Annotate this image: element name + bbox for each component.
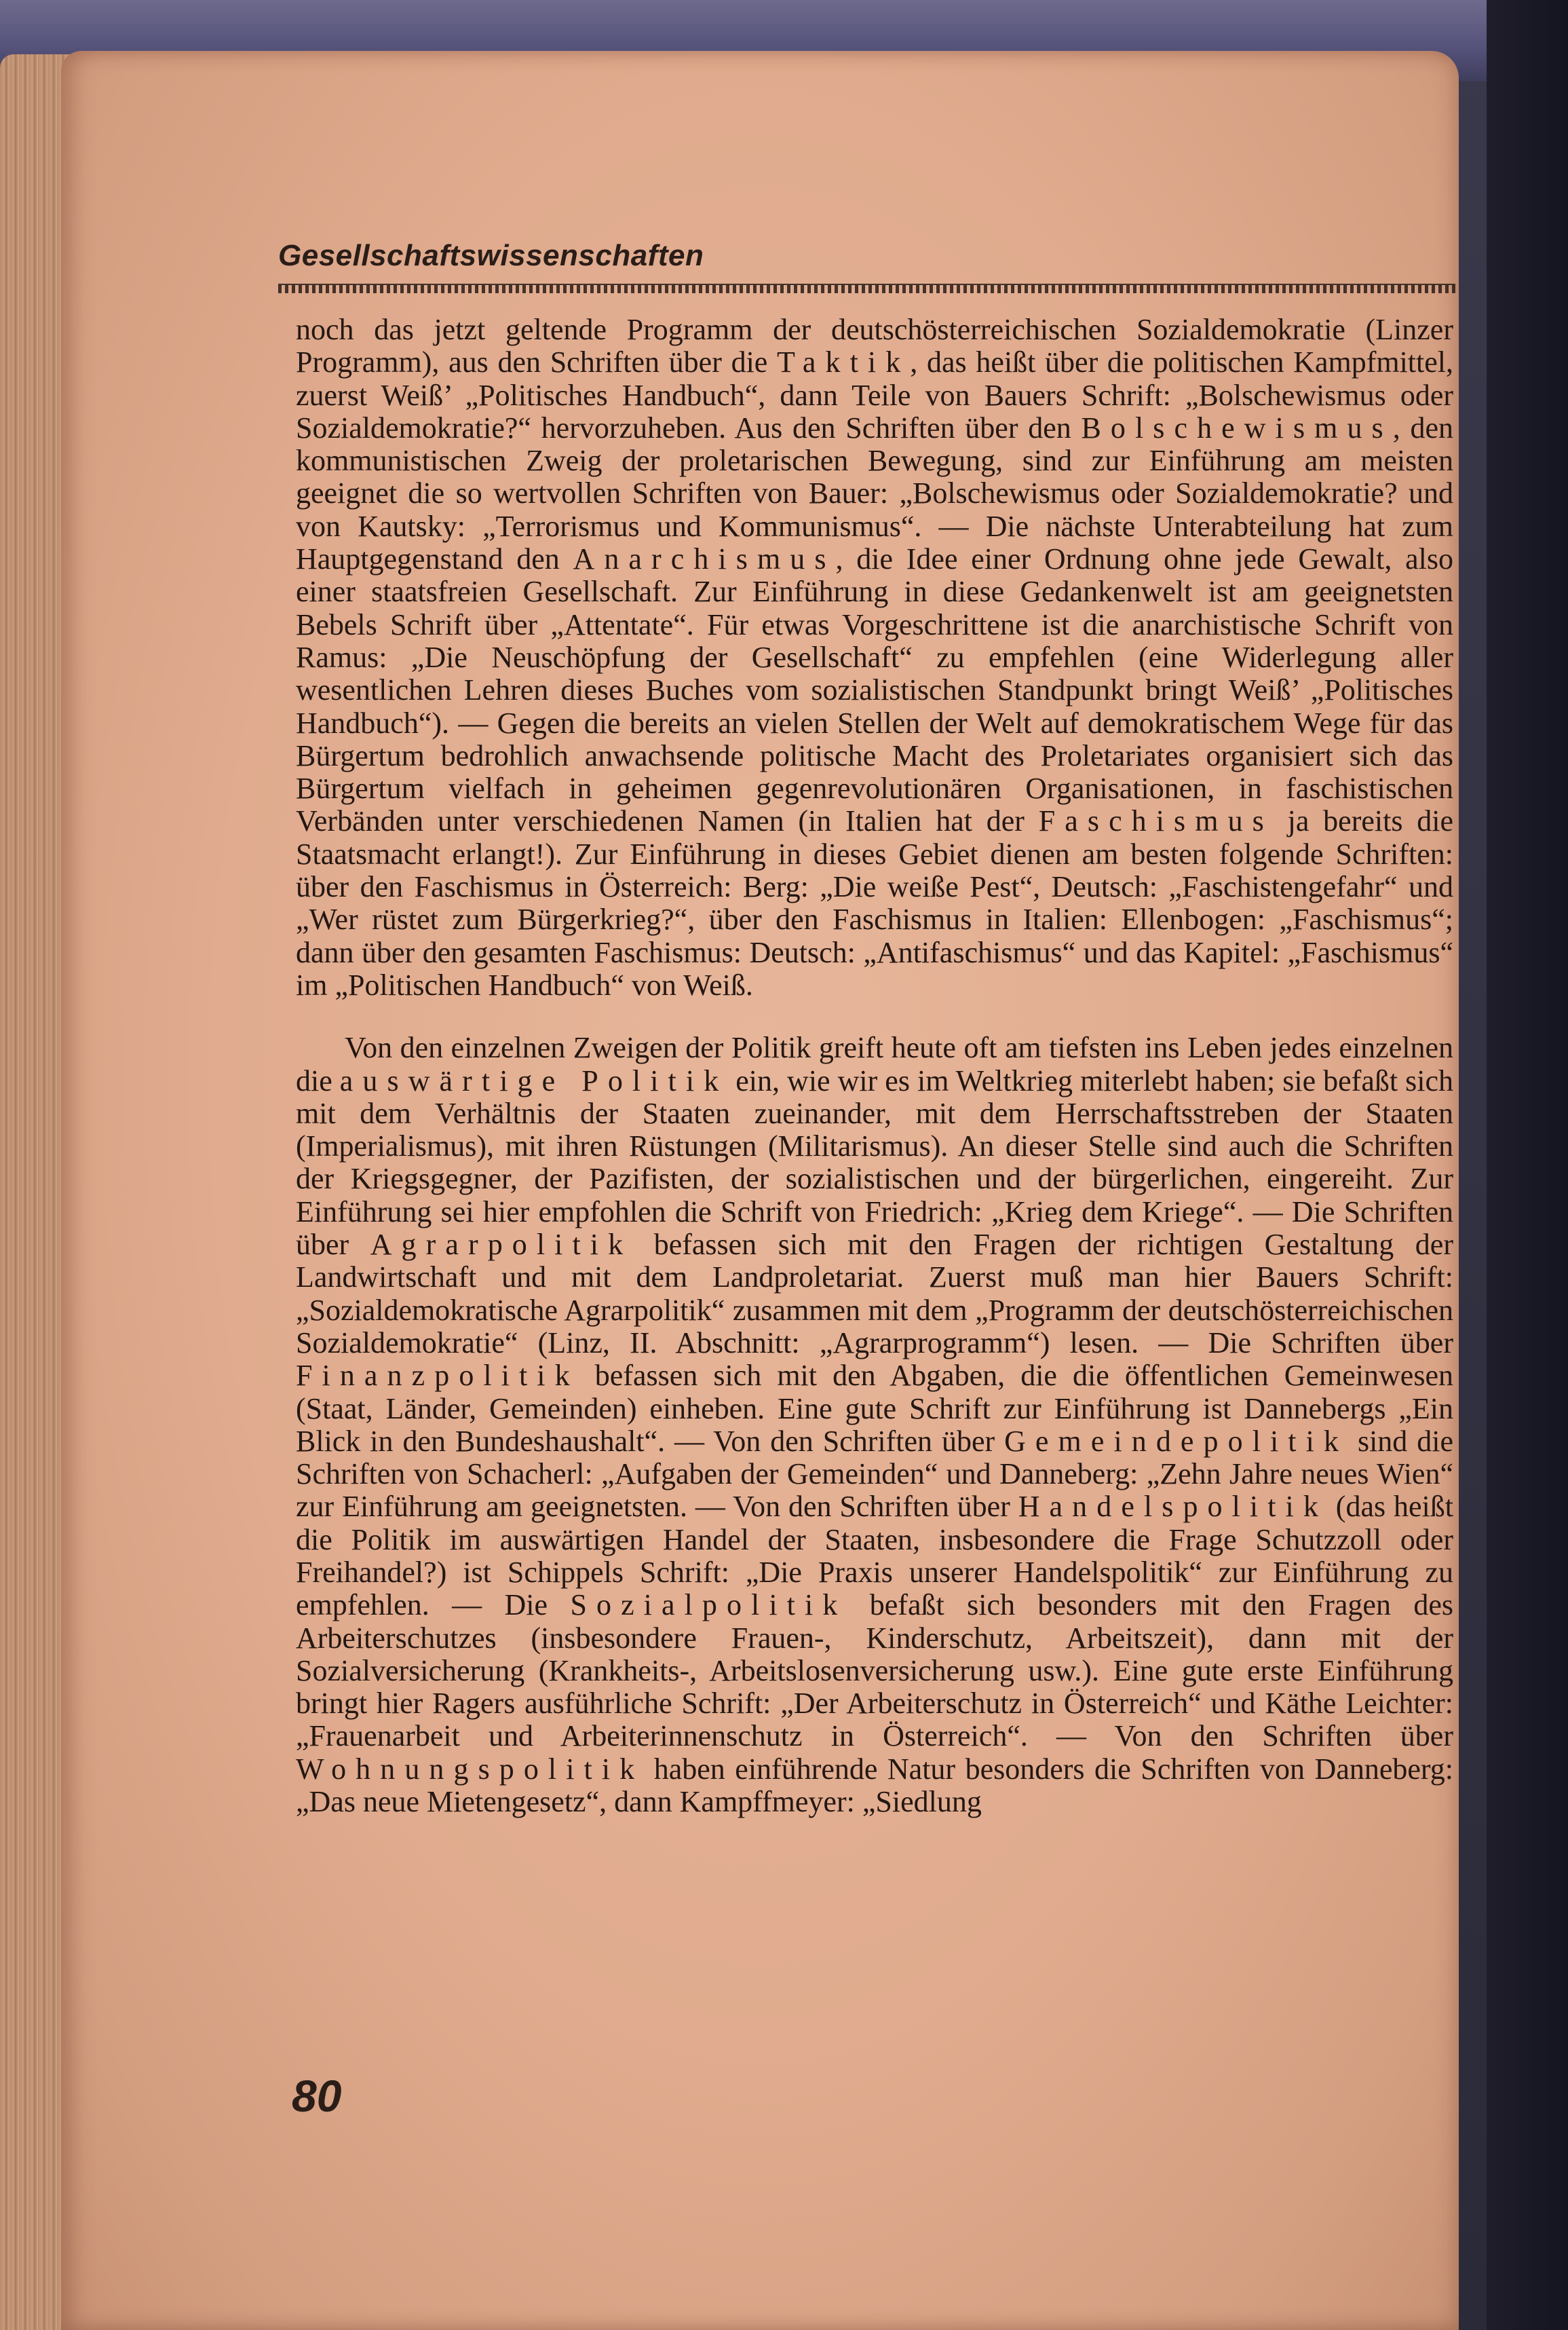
running-header: Gesellschaftswissenschaften [278, 239, 704, 272]
page-number: 80 [292, 2071, 342, 2121]
text-run: , die Idee einer Ordnung ohne jede Gewalt, also einer staatsfreien Gesellschaft. Zur Einführung in diese Gedankenwelt ist am geeignetsten Bebels Schrift über „Attentate“. Für etwas Vorgeschrittene ist die anarchistische Schrift von Ramus: „Die Neuschöpfung der Gesellschaft“ zu empfehlen (eine Widerlegung aller wesentlichen Lehren dieses Buches vom sozialistischen Standpunkt bringt Weiß’ „Politisches Handbuch“). — Gegen die bereits an vielen Stellen der Welt auf demokratischem Wege für das Bürgertum bedrohlich anwachsende politische Macht des Proletariates organisiert sich das Bürgertum vielfach in geheimen gegenrevolutionären Organisationen, in faschistischen Verbänden unter verschiedenen Namen (in Italien hat der [296, 542, 1453, 838]
paragraph [296, 314, 1453, 1002]
emphasized-term: Finanzpolitik [296, 1359, 579, 1393]
paragraph [296, 1032, 1453, 1818]
text-run: sind die Schriften von Schacherl: „Aufgaben der Gemeinden“ und Danneberg: „Zehn Jahre neues Wien“ zur Einführung am geeignetsten. — Von den Schriften über [296, 1424, 1453, 1524]
emphasized-term: Bolschewismus [1081, 411, 1393, 445]
emphasized-term: Handelspolitik [1018, 1490, 1328, 1524]
emphasized-term: Sozialpolitik [570, 1588, 847, 1622]
emphasized-term: Anarchismus [573, 542, 836, 576]
text-run: haben einführende Natur besonders die Schriften von Danneberg: „Das neue Mietengesetz“, dann Kampffmeyer: „Siedlung [296, 1752, 1453, 1819]
emphasized-term: auswärtige Politik [339, 1064, 729, 1097]
text-run: befassen sich mit den Abgaben, die die öffentlichen Gemeinwesen (Staat, Länder, Gemeinden) einheben. Eine gute Schrift zur Einführung ist Dannebergs „Ein Blick in den Bundeshaushalt“. — Von den Schriften über [296, 1359, 1453, 1458]
emphasized-term: Taktik [777, 345, 911, 379]
text-run: ein, wie wir es im Weltkrieg miterlebt haben; sie befaßt sich mit dem Verhältnis der Staaten zueinander, mit dem Herrschaftsstreben der Staaten (Imperialismus), mit ihren Rüstungen (Militarismus). An dieser Stelle sind auch die Schriften der Kriegsgegner, der Pazifisten, der sozialistischen und der bürgerlichen, eingereiht. Zur Einführung sei hier empfohlen die Schrift von Friedrich: „Krieg dem Kriege“. — Die Schriften über [296, 1064, 1453, 1262]
text-run: befassen sich mit den Fragen der richtigen Gestaltung der Landwirtschaft und mit dem Landproletariat. Zuerst muß man hier Bauers Schrift: „Sozialdemokratische Agrarpolitik“ zusammen mit dem „Programm der deutschösterreichischen Sozialdemokratie“ (Linz, II. Abschnitt: „Agrarprogramm“) lesen. — Die Schriften über [296, 1228, 1453, 1359]
book-cover-right [1487, 0, 1568, 2330]
emphasized-term: Agrarpolitik [370, 1228, 633, 1262]
text-run: (das heißt die Politik im auswärtigen Handel der Staaten, insbesondere die Frage Schutzzoll oder Freihandel?) ist Schippels Schrift: „Die Praxis unserer Handelspolitik“ zur Einführung zu empfehlen. — Die [296, 1490, 1453, 1622]
text-run: , den kommunistischen Zweig der proletarischen Bewegung, sind zur Einführung am meisten geeignet die so wertvollen Schriften von Bauer: „Bolschewismus oder Sozialdemokratie? und von Kautsky: „Terrorismus und Kommunismus“. — Die nächste Unterabteilung hat zum Hauptgegenstand den [296, 411, 1453, 576]
text-run: noch das jetzt geltende Programm der deutschösterreichischen Sozialdemokratie (Linzer Programm), aus den Schriften über die [296, 313, 1453, 379]
emphasized-term: Gemeindepolitik [1004, 1424, 1348, 1458]
text-run: , das heißt über die politischen Kampfmittel, zuerst Weiß’ „Politisches Handbuch“, dann Teile von Bauers Schrift: „Bolschewismus oder Sozialdemokratie?“ hervorzuheben. Aus den Schriften über den [296, 345, 1453, 445]
text-run: befaßt sich besonders mit den Fragen des Arbeiterschutzes (insbesondere Frauen-, Kinderschutz, Arbeitszeit), dann mit der Sozialversicherung (Krankheits-, Arbeitslosenversicherung usw.). Eine gute erste Einführung bringt hier Ragers ausführliche Schrift: „Der Arbeiterschutz in Österreich“ und Käthe Leichter: „Frauenarbeit und Arbeiterinnenschutz in Österreich“. — Von den Schriften über [296, 1588, 1453, 1753]
text-run: ja bereits die Staatsmacht erlangt!). Zur Einführung in dieses Gebiet dienen am besten folgende Schriften: über den Faschismus in Österreich: Berg: „Die weiße Pest“, Deutsch: „Faschistengefahr“ und „Wer rüstet zum Bürgerkrieg?“, über den Faschismus in Italien: Ellenbogen: „Faschismus“; dann über den gesamten Faschismus: Deutsch: „Antifaschismus“ und das Kapitel: „Faschismus“ im „Politischen Handbuch“ von Weiß. [296, 804, 1453, 1002]
header-rule [278, 284, 1455, 293]
emphasized-term: Wohnungspolitik [296, 1752, 645, 1786]
text-run: Von den einzelnen Zweigen der Politik greift heute oft am tiefsten ins Leben jedes einzelnen die [296, 1031, 1453, 1097]
emphasized-term: Faschismus [1038, 804, 1274, 838]
body-text [296, 314, 1453, 1818]
